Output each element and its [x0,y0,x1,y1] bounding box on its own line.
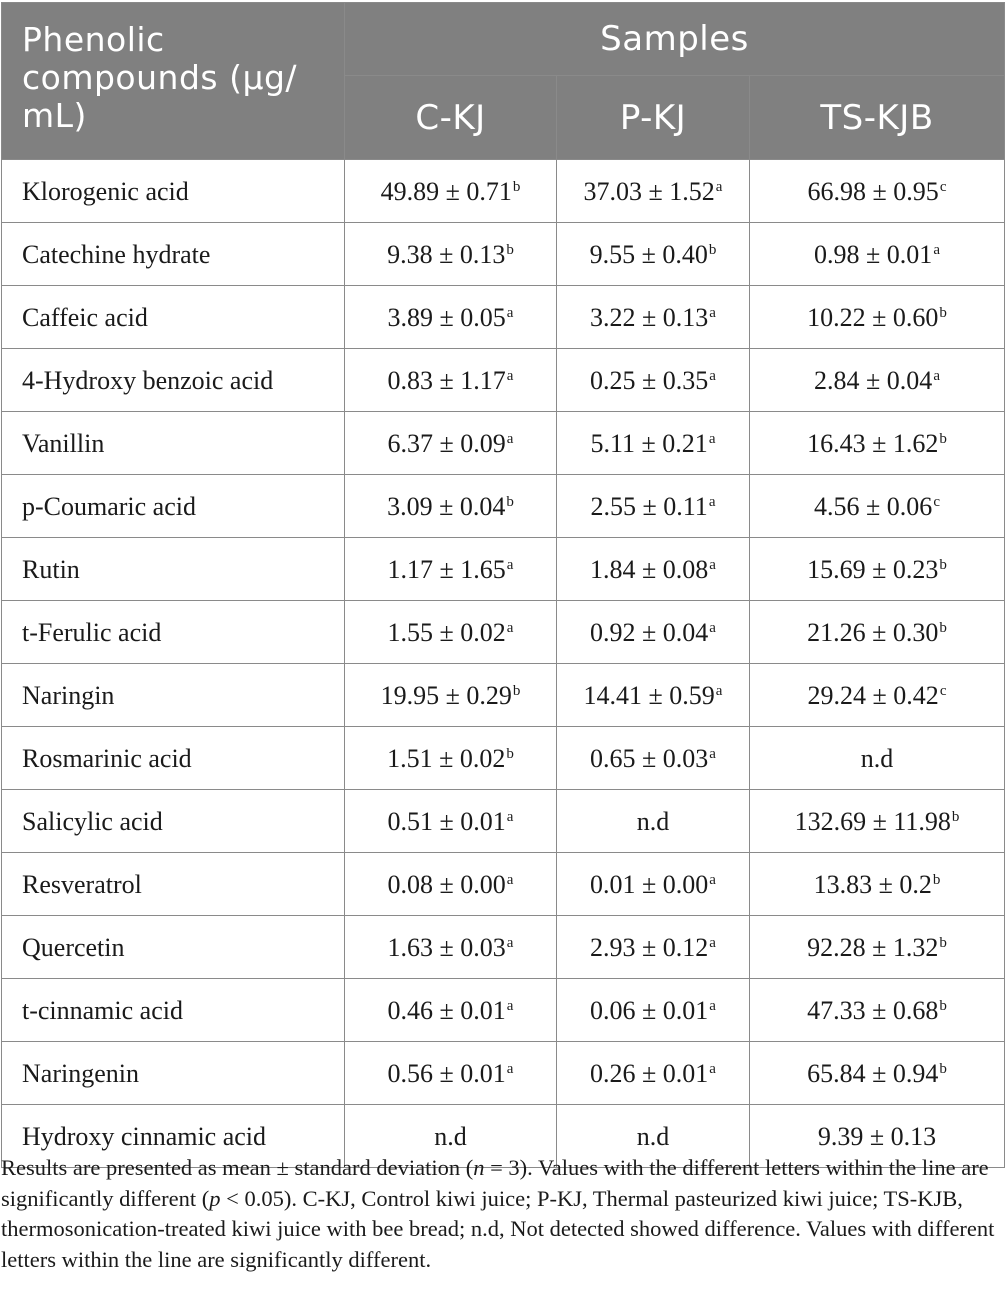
value-text: 0.51 ± 0.01 [387,807,506,836]
significance-letter: a [506,935,514,951]
value-text: 16.43 ± 1.62 [807,429,939,458]
value-cell-c-kj [345,979,557,1042]
significance-letter: a [506,998,514,1014]
value-text: 0.56 ± 0.01 [387,1059,506,1088]
value-cell-ts-kjb [750,538,1005,601]
value-cell-ts-kjb [750,979,1005,1042]
value-text: 2.93 ± 0.12 [590,933,709,962]
significance-letter: b [512,683,521,699]
table-header [2,3,1005,160]
footnote-text-1: Results are presented as mean ± standard deviation ( [1,1155,474,1180]
significance-letter: a [709,1061,716,1077]
value-text: 0.25 ± 0.35 [590,366,709,395]
significance-letter: a [506,431,514,447]
table-row [2,160,1005,223]
significance-letter: b [708,242,717,258]
significance-letter: b [512,179,521,195]
value-text: 47.33 ± 0.68 [807,996,939,1025]
compound-name: Naringin [2,664,345,727]
significance-letter: a [506,620,514,636]
significance-letter: a [708,494,716,510]
phenolic-compounds-table [1,2,1005,1168]
table-footnote [1,1153,1004,1275]
significance-letter: b [951,809,960,825]
value-text: 0.92 ± 0.04 [590,618,709,647]
value-text: 0.01 ± 0.00 [590,870,709,899]
value-text: 1.55 ± 0.02 [387,618,506,647]
table-row [2,1042,1005,1105]
significance-letter: b [506,746,514,762]
value-cell-c-kj [345,790,557,853]
compound-name: Vanillin [2,412,345,475]
value-cell-p-kj [557,349,750,412]
value-cell-c-kj [345,664,557,727]
significance-letter: c [939,179,947,195]
significance-letter: b [939,998,947,1014]
value-text: 29.24 ± 0.42 [807,681,939,710]
significance-letter: a [709,935,716,951]
value-text: 1.84 ± 0.08 [590,555,709,584]
table-row [2,223,1005,286]
compound-name: 4-Hydroxy benzoic acid [2,349,345,412]
value-text: 6.37 ± 0.09 [387,429,506,458]
table-row [2,916,1005,979]
value-cell-c-kj [345,538,557,601]
value-text: 0.08 ± 0.00 [387,870,506,899]
value-text: n.d [860,744,894,773]
significance-letter: a [506,557,514,573]
compound-name: Resveratrol [2,853,345,916]
significance-letter: c [933,494,940,510]
value-cell-ts-kjb [750,916,1005,979]
significance-letter: a [709,557,716,573]
footnote-n-symbol: n [473,1155,485,1180]
value-cell-p-kj [557,223,750,286]
significance-letter: a [506,809,514,825]
value-cell-ts-kjb [750,223,1005,286]
table-row [2,412,1005,475]
significance-letter: a [715,683,723,699]
value-text: 14.41 ± 0.59 [583,681,715,710]
value-text: 9.38 ± 0.13 [387,240,506,269]
value-cell-ts-kjb [750,160,1005,223]
value-text: 0.46 ± 0.01 [387,996,506,1025]
footnote-text-3: < 0.05). C-KJ, Control kiwi juice; P-KJ, Thermal pasteurized kiwi juice; TS-KJB, thermosonication-treated kiwi juice with bee bread; n.d, Not detected showed difference. Values with different letters within the line are significantly different. [1,1185,995,1272]
value-cell-c-kj [345,475,557,538]
value-cell-p-kj [557,286,750,349]
compound-name: t-cinnamic acid [2,979,345,1042]
column-header-c-kj: C-KJ [345,76,557,160]
table-body [2,160,1005,1168]
value-text: 65.84 ± 0.94 [807,1059,939,1088]
table-row [2,727,1005,790]
compound-name: Naringenin [2,1042,345,1105]
value-text: 15.69 ± 0.23 [807,555,939,584]
value-text: 9.39 ± 0.13 [817,1122,937,1151]
compound-name: t-Ferulic acid [2,601,345,664]
significance-letter: a [506,368,514,384]
value-cell-p-kj [557,916,750,979]
significance-letter: a [709,620,716,636]
value-text: 0.26 ± 0.01 [590,1059,709,1088]
value-cell-c-kj [345,223,557,286]
corner-header: Phenolic compounds (μg/ mL) [2,3,345,160]
value-cell-c-kj [345,853,557,916]
samples-header: Samples [345,3,1005,76]
value-cell-ts-kjb [750,286,1005,349]
significance-letter: b [939,557,947,573]
footnote-p-symbol: p [209,1185,221,1211]
value-cell-ts-kjb [750,664,1005,727]
significance-letter: a [709,368,716,384]
value-cell-ts-kjb [750,412,1005,475]
value-text: n.d [636,807,670,836]
value-text: 37.03 ± 1.52 [583,177,715,206]
significance-letter: a [715,179,723,195]
significance-letter: a [709,872,716,888]
significance-letter: b [506,242,514,258]
value-text: 3.09 ± 0.04 [387,492,506,521]
significance-letter: a [506,872,514,888]
significance-letter: b [939,1061,947,1077]
table-row [2,349,1005,412]
significance-letter: b [932,872,941,888]
value-text: 1.51 ± 0.02 [387,744,506,773]
table-row [2,664,1005,727]
table-row [2,475,1005,538]
value-cell-p-kj [557,664,750,727]
value-cell-ts-kjb [750,475,1005,538]
value-cell-p-kj [557,1042,750,1105]
compound-name: Rutin [2,538,345,601]
value-text: 10.22 ± 0.60 [807,303,939,332]
compound-name: Hydroxy cinnamic acid [2,1105,345,1168]
value-text: 13.83 ± 0.2 [813,870,932,899]
value-cell-c-kj [345,286,557,349]
column-header-p-kj: P-KJ [557,76,750,160]
table-row [2,601,1005,664]
value-cell-p-kj [557,538,750,601]
value-cell-p-kj [557,979,750,1042]
significance-letter: c [939,683,947,699]
value-text: 2.55 ± 0.11 [590,492,708,521]
significance-letter: b [939,305,947,321]
value-text: 3.22 ± 0.13 [590,303,709,332]
significance-letter: a [506,305,514,321]
value-cell-c-kj [345,601,557,664]
value-cell-p-kj [557,853,750,916]
compound-name: Quercetin [2,916,345,979]
value-text: 1.17 ± 1.65 [387,555,506,584]
significance-letter: b [939,935,947,951]
value-text: 2.84 ± 0.04 [814,366,933,395]
compound-name: p-Coumaric acid [2,475,345,538]
value-text: n.d [636,1122,670,1151]
header-row-top [2,3,1005,76]
value-text: 66.98 ± 0.95 [807,177,939,206]
value-cell-ts-kjb [750,601,1005,664]
value-text: 9.55 ± 0.40 [589,240,708,269]
compound-name: Catechine hydrate [2,223,345,286]
significance-letter: a [709,998,716,1014]
value-text: 5.11 ± 0.21 [590,429,708,458]
value-text: n.d [434,1122,467,1151]
value-cell-ts-kjb [750,727,1005,790]
value-cell-ts-kjb [750,1042,1005,1105]
value-cell-p-kj [557,727,750,790]
compound-name: Salicylic acid [2,790,345,853]
table-row [2,286,1005,349]
significance-letter: a [709,305,716,321]
value-text: 49.89 ± 0.71 [380,177,512,206]
value-cell-c-kj [345,412,557,475]
significance-letter: a [933,368,940,384]
value-cell-p-kj [557,160,750,223]
value-cell-p-kj [557,790,750,853]
compound-name: Klorogenic acid [2,160,345,223]
table-row [2,979,1005,1042]
value-text: 132.69 ± 11.98 [794,807,951,836]
compound-name: Rosmarinic acid [2,727,345,790]
significance-letter: a [506,1061,514,1077]
value-cell-ts-kjb [750,790,1005,853]
value-cell-c-kj [345,349,557,412]
significance-letter: b [939,620,947,636]
value-text: 1.63 ± 0.03 [387,933,506,962]
significance-letter: b [939,431,947,447]
significance-letter: a [708,431,716,447]
column-header-ts-kjb: TS-KJB [750,76,1005,160]
value-text: 0.65 ± 0.03 [590,744,709,773]
value-cell-c-kj [345,1042,557,1105]
value-cell-p-kj [557,412,750,475]
compound-name: Caffeic acid [2,286,345,349]
value-text: 0.98 ± 0.01 [814,240,933,269]
value-cell-c-kj [345,916,557,979]
table-row [2,853,1005,916]
value-text: 92.28 ± 1.32 [807,933,939,962]
significance-letter: a [709,746,716,762]
value-text: 4.56 ± 0.06 [814,492,933,521]
value-text: 3.89 ± 0.05 [387,303,506,332]
value-cell-c-kj [345,160,557,223]
table-row [2,790,1005,853]
value-cell-p-kj [557,601,750,664]
significance-letter: b [506,494,514,510]
value-cell-ts-kjb [750,349,1005,412]
value-cell-ts-kjb [750,853,1005,916]
value-cell-p-kj [557,475,750,538]
significance-letter: a [933,242,940,258]
footnote-text-2: = 3). Values with the different letters within the line are significantly different ( [1,1155,989,1211]
value-cell-c-kj [345,727,557,790]
value-text: 0.06 ± 0.01 [590,996,709,1025]
value-text: 21.26 ± 0.30 [807,618,939,647]
table-row [2,538,1005,601]
value-text: 0.83 ± 1.17 [387,366,506,395]
value-text: 19.95 ± 0.29 [380,681,512,710]
